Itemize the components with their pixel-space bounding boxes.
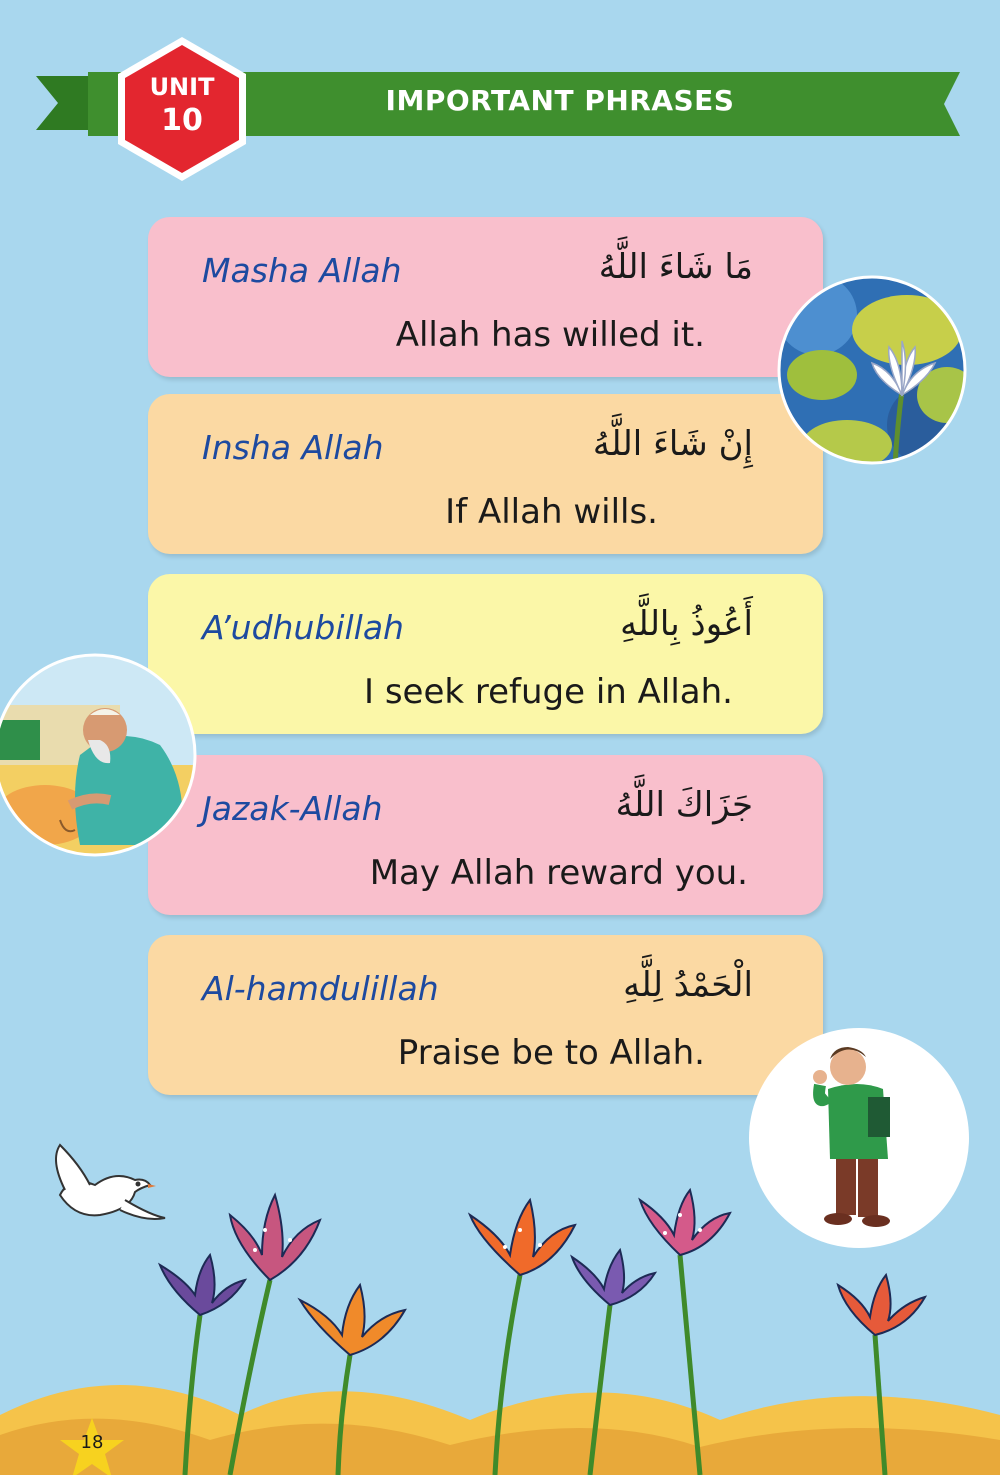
phrase-card	[148, 217, 823, 377]
unit-word: UNIT	[149, 73, 215, 101]
phrase-card	[148, 574, 823, 734]
section-title: IMPORTANT PHRASES	[385, 84, 735, 117]
page-number: 18	[80, 1432, 104, 1453]
phrase-transliteration: Al-hamdulillah	[202, 969, 439, 1008]
phrase-card	[148, 755, 823, 915]
phrase-transliteration: Insha Allah	[202, 428, 384, 467]
phrase-meaning: Praise be to Allah.	[397, 1033, 705, 1073]
phrase-card	[148, 394, 823, 554]
phrase-arabic: جَزَاكَ اللَّهُ	[615, 785, 753, 825]
phrase-meaning: I seek refuge in Allah.	[363, 672, 733, 712]
phrase-card	[148, 935, 823, 1095]
phrase-arabic: الْحَمْدُ لِلَّهِ	[623, 965, 753, 1005]
phrase-meaning: May Allah reward you.	[369, 853, 748, 893]
phrase-meaning: Allah has willed it.	[395, 315, 705, 355]
phrase-transliteration: Masha Allah	[202, 251, 402, 290]
phrase-arabic: مَا شَاءَ اللَّهُ	[598, 247, 753, 287]
phrase-arabic: أَعُوذُ بِاللَّهِ	[620, 604, 753, 644]
flowers-illustration	[0, 1185, 1000, 1475]
phrase-arabic: إِنْ شَاءَ اللَّهُ	[592, 424, 753, 464]
unit-number: 10	[161, 103, 203, 138]
unit-label	[112, 70, 252, 138]
elderly-man-illustration	[0, 645, 200, 865]
phrase-meaning: If Allah wills.	[445, 492, 658, 532]
phrase-transliteration: Jazak-Allah	[202, 789, 383, 828]
water-lily-illustration	[777, 275, 967, 465]
phrase-transliteration: A’udhubillah	[202, 608, 404, 647]
